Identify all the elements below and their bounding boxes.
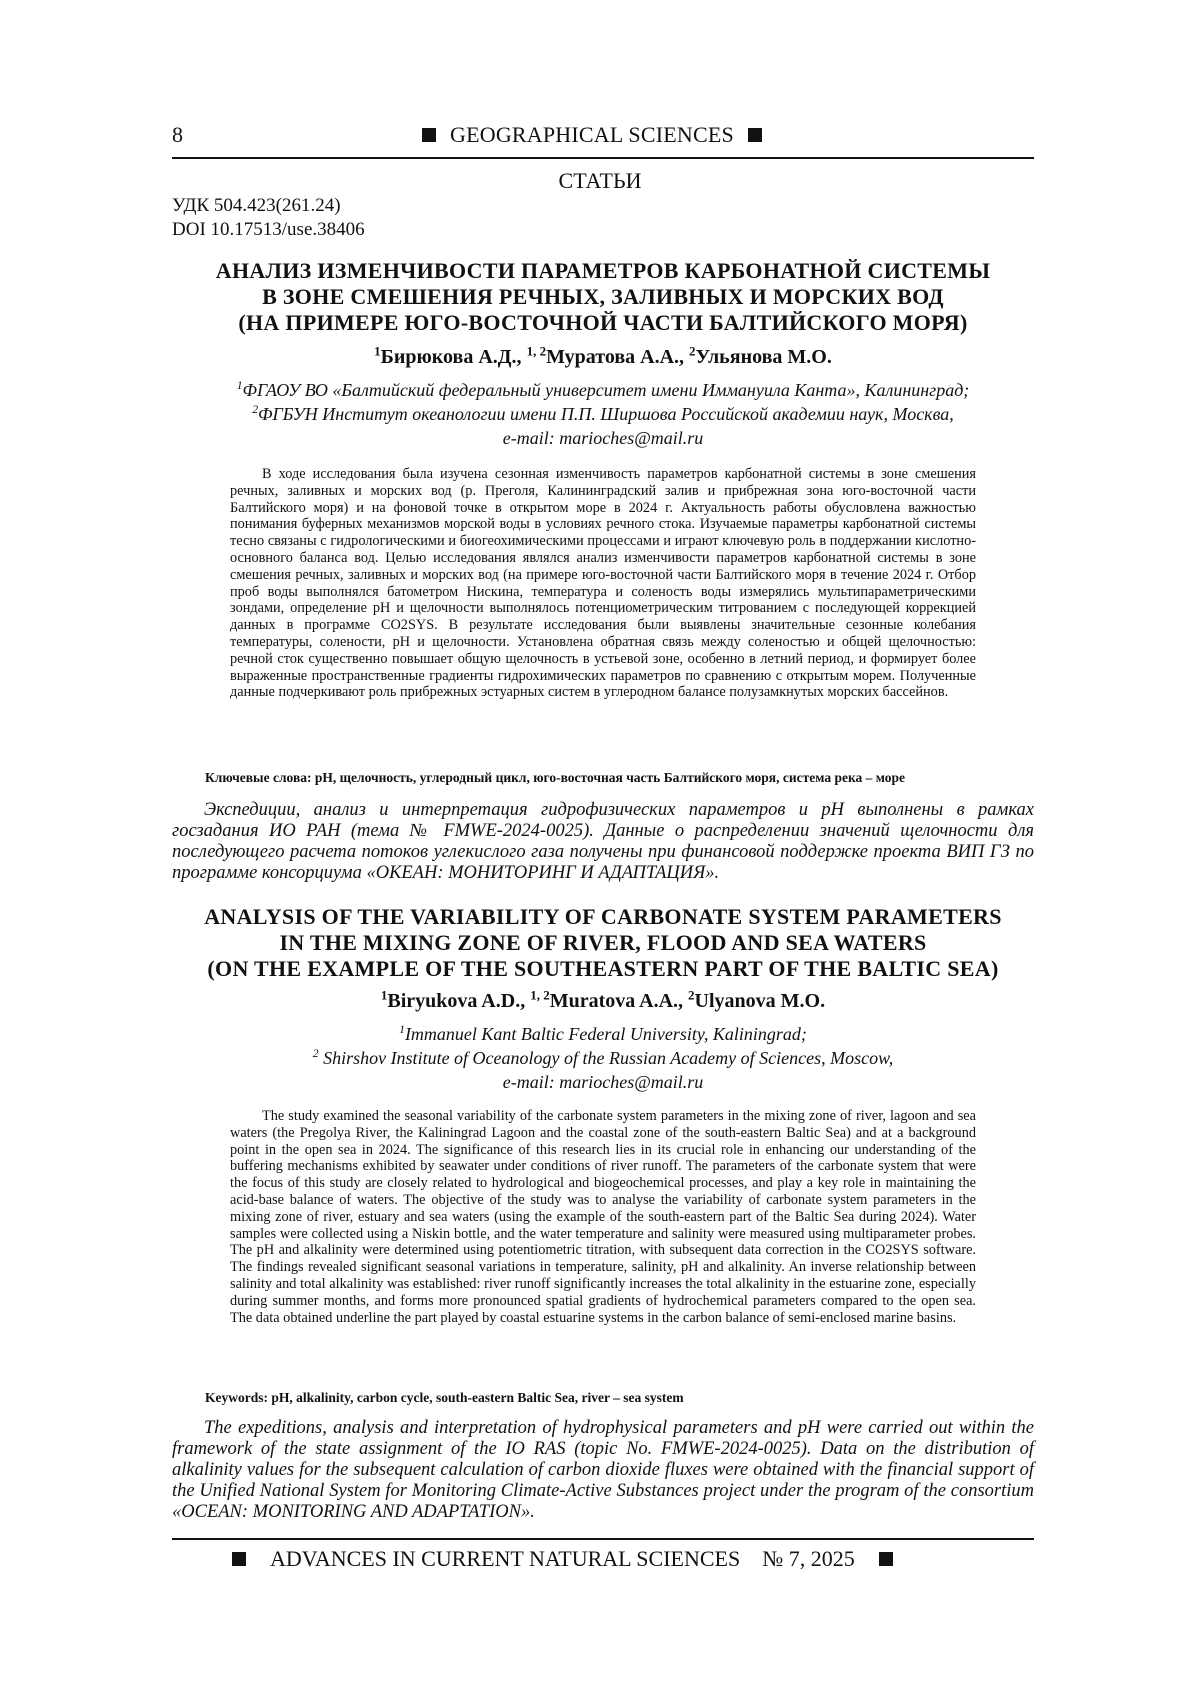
author-name: Бирюкова А.Д., [380, 346, 527, 368]
en-funding [172, 1418, 1034, 1523]
affiliation: $^2$ Shirshov Institute of Oceanology of the Russian Academy of Sciences, Moscow, [312, 1047, 894, 1068]
header-rule [172, 157, 1034, 159]
square-bullet-icon [422, 128, 436, 142]
doi: DOI 10.17513/use.38406 [172, 219, 365, 240]
author-name: Ульянова М.О. [695, 346, 832, 368]
journal-section: GEOGRAPHICAL SCIENCES [450, 122, 734, 147]
ru-title-line: В ЗОНЕ СМЕШЕНИЯ РЕЧНЫХ, ЗАЛИВНЫХ И МОРСКИХ ВОД [262, 284, 944, 309]
ru-keywords: Ключевые слова: pH, щелочность, углеродный цикл, юго-восточная часть Балтийского моря, система река – море [205, 770, 906, 785]
square-bullet-icon [879, 1552, 893, 1566]
ru-funding [172, 800, 1034, 884]
ru-affiliations [172, 378, 1034, 450]
square-bullet-icon [748, 128, 762, 142]
en-affiliations [172, 1022, 1034, 1094]
journal-name: ADVANCES IN CURRENT NATURAL SCIENCES [270, 1546, 741, 1571]
square-bullet-icon [232, 1552, 246, 1566]
affiliation: $^1$ФГАОУ ВО «Балтийский федеральный университет имени Иммануила Канта», Калининград; [236, 379, 970, 400]
author-name: Муратова А.А., [546, 346, 690, 368]
ru-title-line: АНАЛИЗ ИЗМЕНЧИВОСТИ ПАРАМЕТРОВ КАРБОНАТНОЙ СИСТЕМЫ [215, 258, 991, 283]
issue-number: № 7, 2025 [762, 1546, 855, 1571]
en-title-line: IN THE MIXING ZONE OF RIVER, FLOOD AND SEA WATERS [279, 930, 927, 955]
ru-authors: $^1$Бирюкова А.Д., $^{1, 2}$Муратова А.А., $^2$Ульянова М.О. [374, 343, 832, 368]
en-title [172, 904, 1034, 982]
affiliation: $^2$ФГБУН Институт океанологии имени П.П. Ширшова Российской академии наук, Москва, [252, 403, 954, 424]
section-type: СТАТЬИ [558, 168, 642, 193]
en-authors: $^1$Biryukova A.D., $^{1, 2}$Muratova A.A., $^2$Ulyanova M.O. [380, 987, 826, 1012]
en-title-line: ANALYSIS OF THE VARIABILITY OF CARBONATE SYSTEM PARAMETERS [204, 904, 1002, 929]
page-number: 8 [172, 122, 183, 147]
funding-text: The expeditions, analysis and interpretation of hydrophysical parameters and pH were carried out within the framework of the state assignment of the IO RAS (topic No. FMWE-2024-0025). Data on the distribution of alkalinity values for the subsequent calculation of carbon dioxide fluxes were obtained with the financial support of the Unified National System for Monitoring Climate-Active Substances project under the program of the consortium «OCEAN: MONITORING AND ADAPTATION». [172, 1418, 1034, 1522]
email-link[interactable]: e-mail: marioches@mail.ru [502, 1072, 704, 1092]
abstract-text: The study examined the seasonal variability of the carbonate system parameters in the mixing zone of river, lagoon and sea waters (the Pregolya River, the Kaliningrad Lagoon and the coastal zone of the south-eastern Baltic Sea) and at a background point in the open sea in 2024. The significance of this research lies in its crucial role in enhancing our understanding of the buffering mechanisms exhibited by seawater under conditions of river runoff. The parameters of the carbonate system that were the focus of this study are closely related to hydrological and biogeochemical processes, and play a key role in maintaining the acid-base balance of waters. The objective of the study was to analyse the variability of carbonate system parameters in the mixing zone of river, estuary and sea waters (using the example of the south-eastern part of the Baltic Sea during 2024). Water samples were collected using a Niskin bottle, and the water temperature and salinity were measured using multiparameter probes. The pH and alkalinity were determined using potentiometric titration, with subsequent data correction in the CO2SYS software. The findings revealed significant seasonal variations in temperature, salinity, pH and alkalinity. An inverse relationship between salinity and total alkalinity was established: river runoff significantly increases the total alkalinity in the estuarine zone, especially during summer months, and forms more pronounced spatial gradients of hydrochemical parameters compared to the open sea. The data obtained underline the part played by coastal estuarine systems in the carbon balance of semi-enclosed marine basins. [230, 1108, 976, 1326]
en-title-line: (ON THE EXAMPLE OF THE SOUTHEASTERN PART OF THE BALTIC SEA) [207, 956, 999, 981]
ru-title [172, 258, 1034, 336]
author-name: Biryukova A.D., [387, 990, 531, 1012]
en-keywords: Keywords: pH, alkalinity, carbon cycle, south-eastern Baltic Sea, river – sea system [205, 1390, 684, 1405]
author-name: Muratova A.A., [549, 990, 689, 1012]
abstract-text: В ходе исследования была изучена сезонная изменчивость параметров карбонатной системы в зоне смешения речных, заливных и морских вод (р. Преголя, Калининградский залив и прибрежная зона юго-восточной части Балтийского моря) и на фоновой точке в открытом море в 2024 г. Актуальность работы обусловлена важностью понимания буферных механизмов морской воды в условиях речного стока. Изучаемые параметры карбонатной системы тесно связаны с гидрологическими и биогеохимическими процессами и играют ключевую роль в поддержании кислотно-основного баланса вод. Целью исследования являлся анализ изменчивости параметров карбонатной системы в зоне смешения речных, заливных и морских вод (на примере юго-восточной части Балтийского моря в течение 2024 г. Отбор проб воды выполнялся батометром Нискина, температура и соленость воды измерялись мультипараметрическими зондами, определение pH и щелочности выполнялось потенциометрическим титрованием с последующей коррекцией данных в программе CO2SYS. В результате исследования были выявлены значительные сезонные колебания температуры, солености, pH и щелочности. Установлена обратная связь между соленостью и общей щелочностью: речной сток существенно повышает общую щелочность в устьевой зоне, особенно в летний период, и формирует более выраженные пространственные градиенты гидрохимических параметров по сравнению с открытым морем. Полученные данные подчеркивают роль прибрежных эстуарных систем в углеродном балансе полузамкнутых морских бассейнов. [230, 466, 976, 701]
funding-text: Экспедиции, анализ и интерпретация гидрофизических параметров и pH выполнены в рамках госзадания ИО РАН (тема № FMWE-2024-0025). Данные о распределении значений щелочности для последующего расчета потоков углекислого газа получены при финансовой поддержке проекта ВИП ГЗ по программе консорциума «ОКЕАН: МОНИТОРИНГ И АДАПТАЦИЯ». [172, 800, 1034, 883]
ru-abstract [230, 466, 976, 701]
ru-title-line: (НА ПРИМЕРЕ ЮГО-ВОСТОЧНОЙ ЧАСТИ БАЛТИЙСКОГО МОРЯ) [238, 310, 968, 335]
footer-rule [172, 1538, 1034, 1540]
author-name: Ulyanova M.O. [694, 990, 826, 1012]
email-link[interactable]: e-mail: marioches@mail.ru [502, 428, 704, 448]
running-head [422, 122, 762, 148]
article-identifiers [172, 194, 365, 242]
udc-code: УДК 504.423(261.24) [172, 195, 341, 216]
running-footer [232, 1546, 893, 1572]
affiliation: $^1$Immanuel Kant Baltic Federal University, Kaliningrad; [399, 1023, 807, 1044]
en-abstract [230, 1108, 976, 1326]
